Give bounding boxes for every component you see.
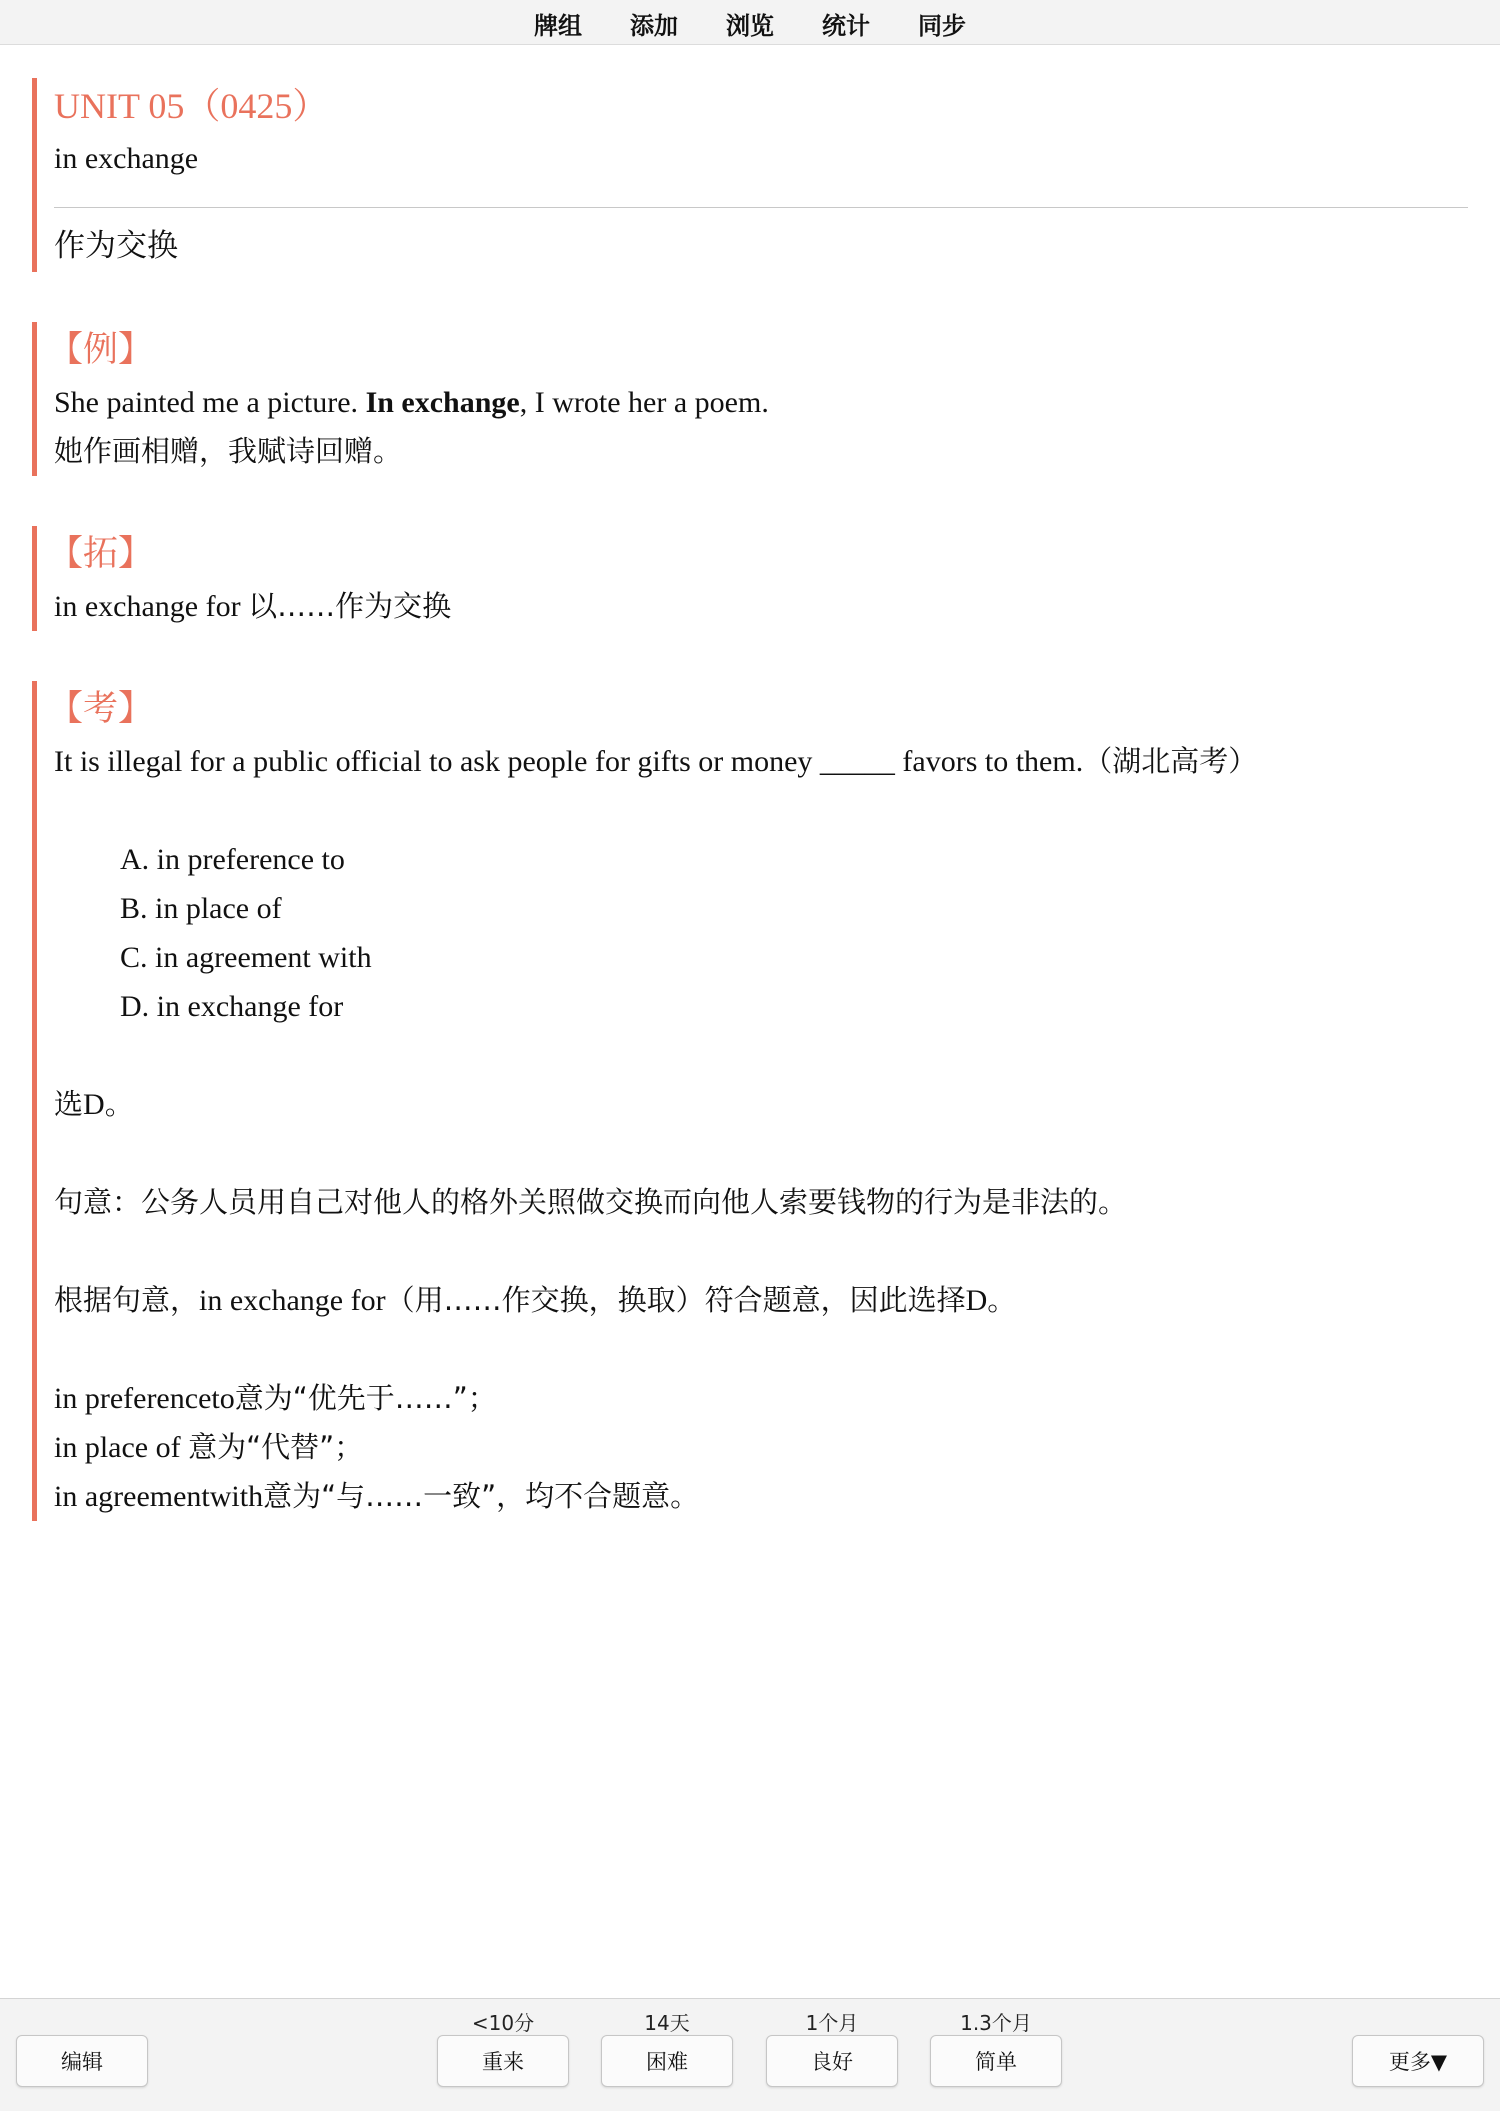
nav-sync[interactable]: 同步	[918, 11, 966, 40]
extension-heading: 【拓】	[48, 534, 154, 574]
option-d: D. in exchange for	[120, 990, 344, 1023]
interval-again: <10分	[471, 2011, 535, 2035]
example-en-before: She painted me a picture.	[54, 386, 366, 419]
more-button[interactable]: 更多▼	[1352, 2035, 1484, 2087]
reason-en-2: D	[965, 1284, 988, 1317]
reason-zh-2: （用……作交换，换取）符合题意，因此选择	[385, 1283, 966, 1317]
answer-zh-1: 选	[54, 1087, 84, 1121]
answer-zh-2: 。	[104, 1087, 134, 1121]
note-3-en: in agreementwith	[54, 1480, 264, 1513]
reason-zh-3: 。	[987, 1283, 1017, 1317]
good-button[interactable]: 良好	[766, 2035, 898, 2087]
exam-options	[54, 835, 1468, 1031]
spacer	[54, 1325, 1468, 1374]
hard-button[interactable]: 困难	[601, 2035, 733, 2087]
spacer	[54, 1227, 1468, 1276]
exam-question-en: It is illegal for a public official to ask people for gifts or money _____ favors to them.	[54, 745, 1084, 778]
nav-browse[interactable]: 浏览	[726, 11, 774, 40]
note-2-en: in place of	[54, 1431, 189, 1464]
review-bottom-bar	[0, 1998, 1500, 2111]
extension-section	[32, 526, 1468, 631]
nav-decks[interactable]: 牌组	[534, 11, 582, 40]
spacer	[54, 1031, 1468, 1080]
note-3	[54, 1472, 1468, 1521]
exam-question-source: （湖北高考）	[1083, 744, 1258, 778]
exam-heading: 【考】	[48, 689, 154, 729]
easy-button[interactable]: 简单	[930, 2035, 1062, 2087]
again-button[interactable]: 重来	[437, 2035, 569, 2087]
card-title: UNIT 05（0425）	[54, 86, 329, 126]
interval-hard: 14天	[644, 2011, 690, 2035]
reason-en-1: in exchange for	[199, 1284, 386, 1317]
extension-zh: 以……作为交换	[248, 589, 452, 623]
note-2	[54, 1423, 1468, 1472]
example-en-bold: In exchange	[365, 386, 520, 419]
answer-letter: D	[83, 1088, 105, 1121]
extension-line	[54, 582, 1468, 631]
exam-answer	[54, 1080, 1468, 1129]
spacer	[54, 786, 1468, 835]
example-heading: 【例】	[48, 330, 154, 370]
exam-reason	[54, 1276, 1468, 1325]
interval-good: 1个月	[805, 2011, 859, 2035]
exam-meaning: 句意：公务人员用自己对他人的格外关照做交换而向他人索要钱物的行为是非法的。	[54, 1185, 1128, 1219]
nav-stats[interactable]: 统计	[822, 11, 870, 40]
option-a: A. in preference to	[120, 843, 345, 876]
example-section	[32, 322, 1468, 476]
note-1-zh: 意为“优先于……”；	[234, 1381, 497, 1415]
spacer	[54, 1129, 1468, 1178]
card-main-section	[32, 78, 1468, 272]
option-b: B. in place of	[120, 892, 282, 925]
card-front: in exchange	[54, 142, 199, 175]
exam-section	[32, 681, 1468, 1521]
card-content	[32, 78, 1468, 1571]
example-sentence-zh: 她作画相赠，我赋诗回赠。	[54, 434, 403, 468]
note-1-en: in preferenceto	[54, 1382, 235, 1415]
example-sentence-en	[54, 378, 1468, 427]
answer-divider	[54, 207, 1468, 208]
top-nav-bar	[0, 0, 1500, 45]
note-2-zh: 意为“代替”；	[188, 1430, 364, 1464]
example-en-after: , I wrote her a poem.	[519, 386, 769, 419]
nav-add[interactable]: 添加	[630, 11, 678, 40]
option-c: C. in agreement with	[120, 941, 372, 974]
interval-easy: 1.3个月	[960, 2011, 1032, 2035]
note-1	[54, 1374, 1468, 1423]
extension-en: in exchange for	[54, 590, 249, 623]
card-back: 作为交换	[54, 228, 178, 264]
exam-question	[54, 737, 1468, 786]
note-3-zh: 意为“与……一致”，均不合题意。	[263, 1479, 700, 1513]
edit-button[interactable]: 编辑	[16, 2035, 148, 2087]
reason-zh-1: 根据句意，	[54, 1283, 200, 1317]
